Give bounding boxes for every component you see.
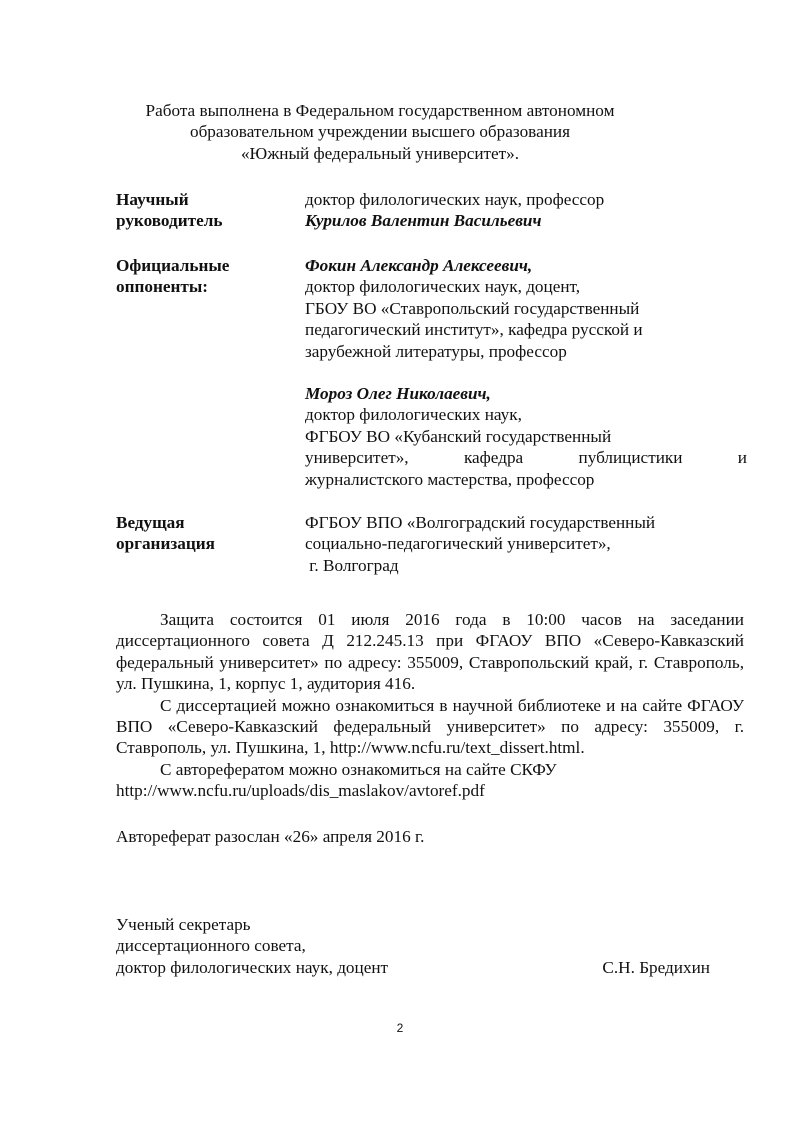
leading-org-info bbox=[305, 512, 747, 576]
signature-line: Ученый секретарь bbox=[116, 915, 251, 934]
leading-org-line: ФГБОУ ВПО «Волгоградский государственный bbox=[305, 513, 656, 532]
opponent-second-line: журналистского мастерства, профессор bbox=[305, 469, 595, 489]
dissertation-paragraph: С диссертацией можно ознакомиться в научной библиотеке и на сайте ФГАОУ ВПО «Северо-Кавказский федеральный университет» по адресу: 355009, г. Ставрополь, ул. Пушкина, 1, http://www.ncfu.ru/text_dissert.html. bbox=[116, 695, 744, 758]
page-number: 2 bbox=[396, 1021, 404, 1035]
defense-paragraph: Защита состоится 01 июля 2016 года в 10:00 часов на заседании диссертационного совета Д 212.245.13 при ФГАОУ ВПО «Северо-Кавказский федеральный университет» по адресу: 355009, Ставропольский край, г. Ставрополь, ул. Пушкина, 1, корпус 1, аудитория 416. bbox=[116, 610, 744, 694]
supervisor-info bbox=[305, 189, 747, 232]
signature-block bbox=[116, 914, 710, 978]
leading-org-label: Ведущая организация bbox=[116, 513, 215, 554]
supervisor-name: Курилов Валентин Васильевич bbox=[305, 211, 542, 231]
intro-block bbox=[110, 100, 650, 164]
supervisor-label: Научный руководитель bbox=[116, 190, 223, 231]
signature-line bbox=[116, 957, 710, 978]
opponent-second-line: университет», кафедра публицистики и bbox=[305, 448, 747, 468]
abstract-url-link[interactable]: http://www.ncfu.ru/uploads/dis_maslakov/avtoref.pdf bbox=[116, 781, 485, 801]
secretary-name: С.Н. Бредихин bbox=[602, 957, 710, 977]
opponent-second-name: Мороз Олег Николаевич, bbox=[305, 384, 491, 403]
opponent-second-line: доктор филологических наук, bbox=[305, 405, 522, 425]
intro-line: «Южный федеральный университет». bbox=[240, 143, 520, 163]
defense-block bbox=[116, 609, 744, 802]
opponent-first-line: зарубежной литературы, профессор bbox=[305, 341, 567, 361]
abstract-text: С авторефератом можно ознакомиться на сайте СКФУ bbox=[160, 759, 557, 779]
opponent-first-line: педагогический институт», кафедра русской и bbox=[305, 320, 643, 340]
opponent-first-line: ГБОУ ВО «Ставропольский государственный bbox=[305, 298, 640, 318]
opponent-first-name: Фокин Александр Алексеевич, bbox=[305, 256, 533, 275]
supervisor-degree: доктор филологических наук, профессор bbox=[305, 190, 605, 209]
opponents-label: Официальные оппоненты: bbox=[116, 256, 230, 297]
opponent-second bbox=[305, 383, 747, 490]
abstract-paragraph bbox=[116, 759, 744, 802]
leading-org-line: социально-педагогический университет», bbox=[305, 534, 611, 554]
intro-line: образовательном учреждении высшего образования bbox=[189, 122, 571, 142]
signature-line: диссертационного совета, bbox=[116, 936, 306, 956]
signature-title: доктор филологических наук, доцент bbox=[116, 957, 389, 977]
intro-line: Работа выполнена в Федеральном государственном автономном bbox=[145, 101, 615, 120]
opponent-first-line: доктор филологических наук, доцент, bbox=[305, 277, 581, 297]
opponent-first bbox=[305, 255, 747, 362]
sent-date: Автореферат разослан «26» апреля 2016 г. bbox=[116, 827, 425, 846]
opponent-second-line: ФГБОУ ВО «Кубанский государственный bbox=[305, 426, 612, 446]
leading-org-line: г. Волгоград bbox=[305, 555, 399, 575]
